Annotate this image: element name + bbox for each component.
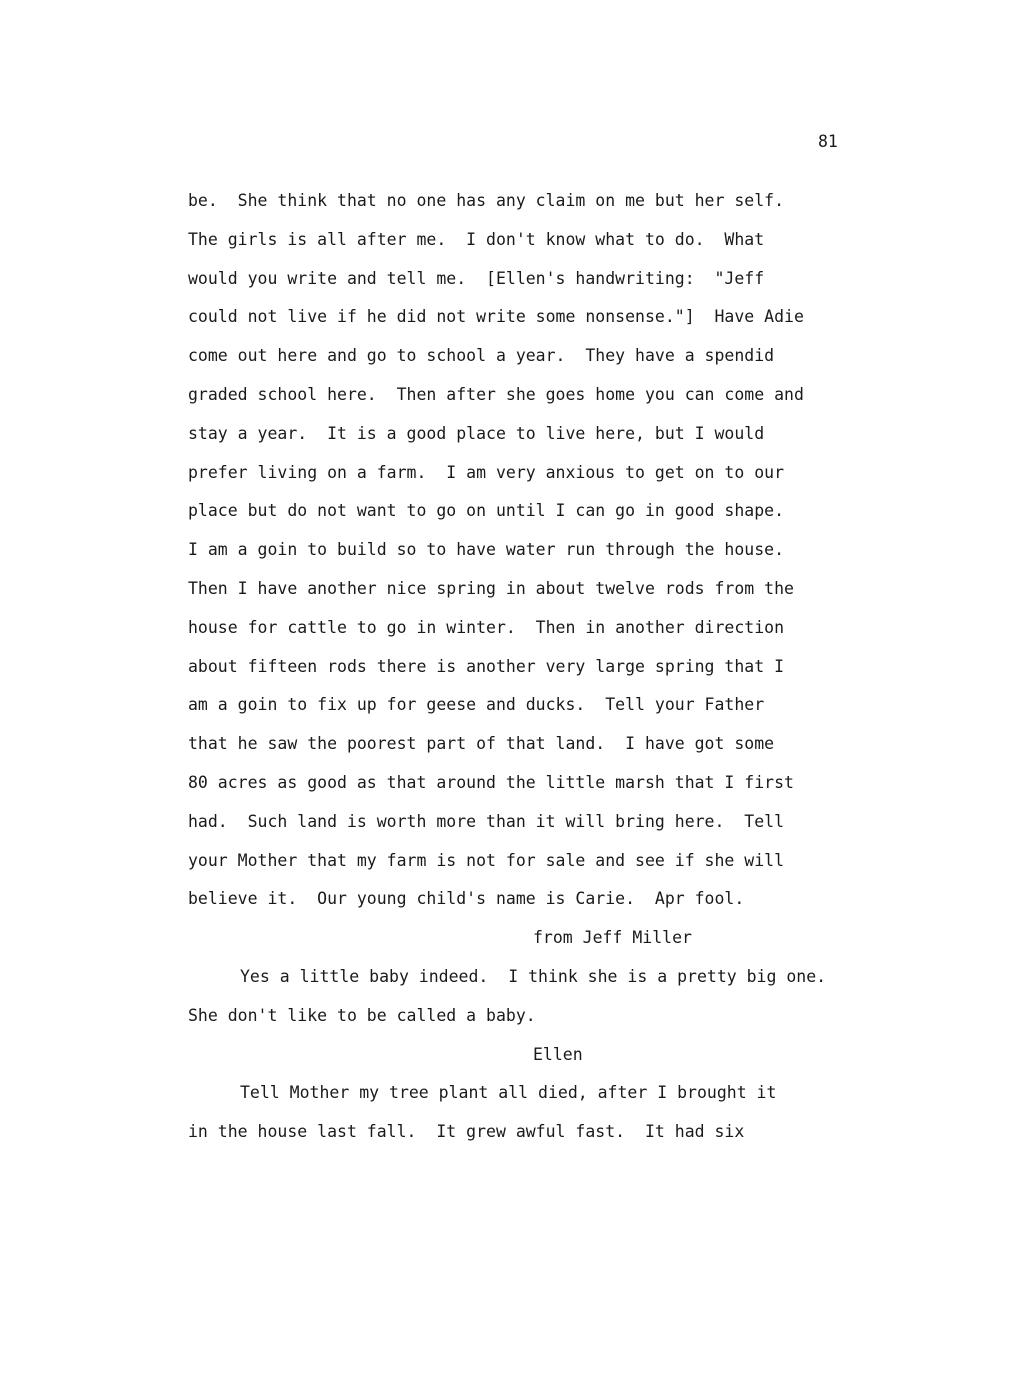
text-line: be. She think that no one has any claim on me but her self.: [188, 191, 785, 210]
text-line: could not live if he did not write some nonsense."] Have Adie: [188, 307, 804, 327]
text-line: I am a goin to build so to have water run through the house.: [188, 540, 785, 560]
text-line: am a goin to fix up for geese and ducks. Tell your Father: [188, 695, 765, 715]
text-line: prefer living on a farm. I am very anxious to get on to our: [188, 462, 785, 482]
text-line: that he saw the poorest part of that land. I have got some: [188, 734, 775, 754]
text-line: had. Such land is worth more than it will bring here. Tell: [188, 811, 785, 831]
text-line: house for cattle to go in winter. Then in another direction: [188, 617, 785, 637]
text-line: The girls is all after me. I don't know what to do. What: [188, 229, 765, 249]
letter-body: [188, 188, 878, 1158]
text-line: about fifteen rods there is another very large spring that I: [188, 656, 785, 676]
text-line: 80 acres as good as that around the little marsh that I first: [188, 772, 794, 792]
text-line: believe it. Our young child's name is Carie. Apr fool.: [188, 889, 745, 909]
text-line: would you write and tell me. [Ellen's handwriting: "Jeff: [188, 268, 765, 288]
text-line: graded school here. Then after she goes home you can come and: [188, 384, 804, 404]
page-number: 81: [818, 132, 838, 151]
ellen-note-line: Yes a little baby indeed. I think she is a pretty big one.: [240, 966, 827, 986]
text-line: your Mother that my farm is not for sale and see if she will: [188, 850, 785, 870]
text-line: place but do not want to go on until I can go in good shape.: [188, 501, 785, 521]
closing-note-line: in the house last fall. It grew awful fast. It had six: [188, 1122, 745, 1142]
text-line: come out here and go to school a year. They have a spendid: [188, 346, 775, 366]
signature-jeff-miller: from Jeff Miller: [533, 928, 692, 948]
ellen-note-line: She don't like to be called a baby.: [188, 1005, 536, 1025]
signature-ellen: Ellen: [533, 1044, 583, 1064]
closing-note-line: Tell Mother my tree plant all died, after I brought it: [240, 1083, 777, 1103]
text-line: Then I have another nice spring in about twelve rods from the: [188, 578, 794, 598]
text-line: stay a year. It is a good place to live here, but I would: [188, 423, 765, 443]
